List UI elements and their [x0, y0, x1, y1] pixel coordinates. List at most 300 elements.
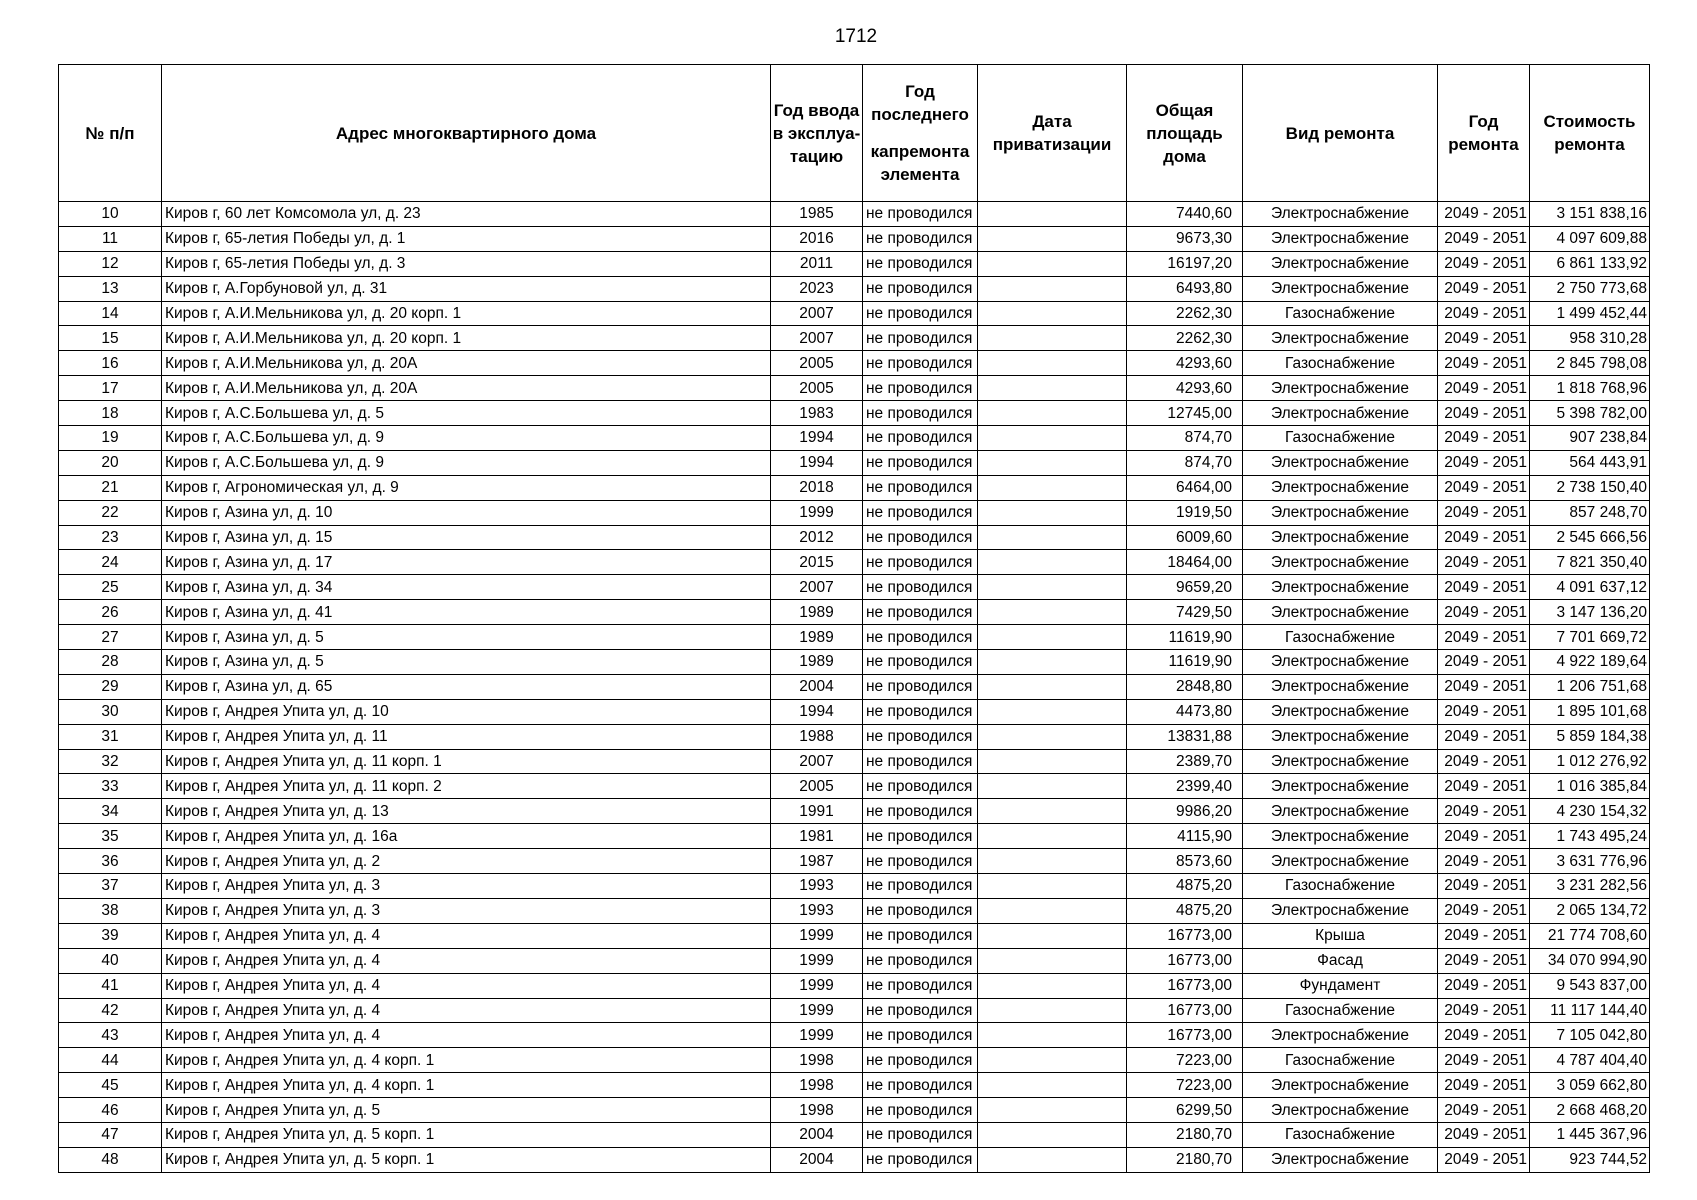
- cell-repair-year: 2049 - 2051: [1438, 202, 1530, 227]
- cell-privatization-date: [978, 749, 1127, 774]
- cell-repair-year: 2049 - 2051: [1438, 376, 1530, 401]
- cell-repair-year: 2049 - 2051: [1438, 824, 1530, 849]
- cell-address: Киров г, А.С.Большева ул, д. 9: [162, 426, 771, 451]
- cell-privatization-date: [978, 650, 1127, 675]
- cell-area: 9986,20: [1127, 799, 1243, 824]
- cell-cost: 4 922 189,64: [1530, 650, 1650, 675]
- cell-repair-type: Электроснабжение: [1243, 376, 1438, 401]
- cell-repair-type: Газоснабжение: [1243, 625, 1438, 650]
- cell-num: 14: [59, 301, 162, 326]
- table-row: [59, 799, 1650, 824]
- cell-cost: 5 859 184,38: [1530, 724, 1650, 749]
- cell-address: Киров г, Азина ул, д. 34: [162, 575, 771, 600]
- cell-last-repair: не проводился: [863, 500, 978, 525]
- table-row: [59, 650, 1650, 675]
- cell-repair-year: 2049 - 2051: [1438, 301, 1530, 326]
- cell-num: 29: [59, 674, 162, 699]
- cell-repair-year: 2049 - 2051: [1438, 226, 1530, 251]
- table-row: [59, 1147, 1650, 1172]
- cell-area: 8573,60: [1127, 849, 1243, 874]
- cell-last-repair: не проводился: [863, 799, 978, 824]
- cell-cost: 1 895 101,68: [1530, 699, 1650, 724]
- cell-privatization-date: [978, 799, 1127, 824]
- cell-area: 9673,30: [1127, 226, 1243, 251]
- cell-address: Киров г, Агрономическая ул, д. 9: [162, 475, 771, 500]
- cell-area: 12745,00: [1127, 401, 1243, 426]
- cell-area: 16197,20: [1127, 251, 1243, 276]
- cell-repair-type: Газоснабжение: [1243, 301, 1438, 326]
- cell-privatization-date: [978, 351, 1127, 376]
- cell-num: 25: [59, 575, 162, 600]
- cell-repair-type: Газоснабжение: [1243, 426, 1438, 451]
- page-number: 1712: [834, 26, 878, 47]
- cell-num: 40: [59, 948, 162, 973]
- cell-address: Киров г, Андрея Упита ул, д. 13: [162, 799, 771, 824]
- cell-year-built: 1994: [771, 426, 863, 451]
- cell-last-repair: не проводился: [863, 226, 978, 251]
- cell-cost: 11 117 144,40: [1530, 998, 1650, 1023]
- cell-address: Киров г, А.С.Большева ул, д. 5: [162, 401, 771, 426]
- cell-address: Киров г, Андрея Упита ул, д. 4 корп. 1: [162, 1048, 771, 1073]
- cell-privatization-date: [978, 1048, 1127, 1073]
- cell-num: 33: [59, 774, 162, 799]
- table-row: [59, 301, 1650, 326]
- cell-year-built: 2018: [771, 475, 863, 500]
- cell-repair-type: Электроснабжение: [1243, 500, 1438, 525]
- cell-privatization-date: [978, 923, 1127, 948]
- cell-privatization-date: [978, 1147, 1127, 1172]
- cell-repair-year: 2049 - 2051: [1438, 674, 1530, 699]
- cell-num: 28: [59, 650, 162, 675]
- cell-address: Киров г, Азина ул, д. 5: [162, 650, 771, 675]
- cell-year-built: 1999: [771, 998, 863, 1023]
- cell-year-built: 2005: [771, 774, 863, 799]
- table-row: [59, 849, 1650, 874]
- table-row: [59, 898, 1650, 923]
- cell-privatization-date: [978, 326, 1127, 351]
- cell-year-built: 1989: [771, 600, 863, 625]
- cell-last-repair: не проводился: [863, 998, 978, 1023]
- cell-year-built: 2015: [771, 550, 863, 575]
- cell-area: 6299,50: [1127, 1098, 1243, 1123]
- cell-cost: 2 738 150,40: [1530, 475, 1650, 500]
- cell-cost: 7 105 042,80: [1530, 1023, 1650, 1048]
- cell-year-built: 1999: [771, 948, 863, 973]
- cell-last-repair: не проводился: [863, 376, 978, 401]
- cell-cost: 564 443,91: [1530, 450, 1650, 475]
- cell-cost: 3 631 776,96: [1530, 849, 1650, 874]
- cell-repair-year: 2049 - 2051: [1438, 948, 1530, 973]
- cell-privatization-date: [978, 301, 1127, 326]
- cell-last-repair: не проводился: [863, 699, 978, 724]
- cell-address: Киров г, Азина ул, д. 5: [162, 625, 771, 650]
- cell-area: 4473,80: [1127, 699, 1243, 724]
- table-row: [59, 923, 1650, 948]
- cell-repair-type: Электроснабжение: [1243, 799, 1438, 824]
- cell-last-repair: не проводился: [863, 401, 978, 426]
- header-year-last-repair-line1: Год последнего: [871, 82, 969, 124]
- table-row: [59, 1122, 1650, 1147]
- cell-area: 1919,50: [1127, 500, 1243, 525]
- table-row: [59, 824, 1650, 849]
- cell-num: 20: [59, 450, 162, 475]
- cell-address: Киров г, А.И.Мельникова ул, д. 20А: [162, 351, 771, 376]
- header-year-last-repair: [863, 65, 978, 202]
- cell-repair-type: Электроснабжение: [1243, 1098, 1438, 1123]
- cell-last-repair: не проводился: [863, 774, 978, 799]
- cell-num: 43: [59, 1023, 162, 1048]
- cell-privatization-date: [978, 500, 1127, 525]
- cell-repair-type: Электроснабжение: [1243, 1147, 1438, 1172]
- table-row: [59, 575, 1650, 600]
- table-row: [59, 625, 1650, 650]
- cell-year-built: 2007: [771, 575, 863, 600]
- cell-address: Киров г, Андрея Упита ул, д. 4: [162, 923, 771, 948]
- cell-year-built: 1981: [771, 824, 863, 849]
- cell-area: 16773,00: [1127, 998, 1243, 1023]
- cell-area: 2262,30: [1127, 301, 1243, 326]
- cell-privatization-date: [978, 276, 1127, 301]
- cell-address: Киров г, Андрея Упита ул, д. 5: [162, 1098, 771, 1123]
- cell-cost: 4 787 404,40: [1530, 1048, 1650, 1073]
- cell-address: Киров г, Андрея Упита ул, д. 3: [162, 898, 771, 923]
- cell-repair-year: 2049 - 2051: [1438, 1048, 1530, 1073]
- table-row: [59, 1048, 1650, 1073]
- cell-privatization-date: [978, 699, 1127, 724]
- cell-repair-type: Электроснабжение: [1243, 326, 1438, 351]
- cell-repair-type: Электроснабжение: [1243, 550, 1438, 575]
- cell-repair-year: 2049 - 2051: [1438, 525, 1530, 550]
- cell-repair-type: Газоснабжение: [1243, 351, 1438, 376]
- cell-area: 16773,00: [1127, 948, 1243, 973]
- cell-privatization-date: [978, 824, 1127, 849]
- cell-last-repair: не проводился: [863, 874, 978, 899]
- cell-cost: 4 091 637,12: [1530, 575, 1650, 600]
- cell-cost: 9 543 837,00: [1530, 973, 1650, 998]
- cell-cost: 3 231 282,56: [1530, 874, 1650, 899]
- table-row: [59, 426, 1650, 451]
- cell-area: 11619,90: [1127, 650, 1243, 675]
- cell-repair-type: Газоснабжение: [1243, 998, 1438, 1023]
- cell-repair-type: Крыша: [1243, 923, 1438, 948]
- cell-last-repair: не проводился: [863, 724, 978, 749]
- cell-area: 6464,00: [1127, 475, 1243, 500]
- cell-repair-year: 2049 - 2051: [1438, 351, 1530, 376]
- cell-repair-year: 2049 - 2051: [1438, 450, 1530, 475]
- cell-num: 10: [59, 202, 162, 227]
- cell-cost: 6 861 133,92: [1530, 251, 1650, 276]
- cell-repair-type: Электроснабжение: [1243, 650, 1438, 675]
- cell-last-repair: не проводился: [863, 351, 978, 376]
- table-row: [59, 376, 1650, 401]
- cell-last-repair: не проводился: [863, 948, 978, 973]
- cell-privatization-date: [978, 1098, 1127, 1123]
- cell-last-repair: не проводился: [863, 849, 978, 874]
- table-row: [59, 749, 1650, 774]
- cell-num: 19: [59, 426, 162, 451]
- table-row: [59, 874, 1650, 899]
- cell-privatization-date: [978, 426, 1127, 451]
- table-row: [59, 351, 1650, 376]
- cell-area: 2399,40: [1127, 774, 1243, 799]
- table-row: [59, 525, 1650, 550]
- header-num: № п/п: [59, 65, 162, 202]
- cell-year-built: 2007: [771, 301, 863, 326]
- cell-address: Киров г, А.И.Мельникова ул, д. 20А: [162, 376, 771, 401]
- cell-last-repair: не проводился: [863, 575, 978, 600]
- cell-last-repair: не проводился: [863, 251, 978, 276]
- cell-area: 7223,00: [1127, 1073, 1243, 1098]
- cell-year-built: 1994: [771, 450, 863, 475]
- cell-repair-year: 2049 - 2051: [1438, 326, 1530, 351]
- cell-cost: 2 845 798,08: [1530, 351, 1650, 376]
- cell-area: 7440,60: [1127, 202, 1243, 227]
- table-row: [59, 1073, 1650, 1098]
- cell-repair-type: Газоснабжение: [1243, 1122, 1438, 1147]
- cell-address: Киров г, Азина ул, д. 10: [162, 500, 771, 525]
- cell-last-repair: не проводился: [863, 923, 978, 948]
- cell-address: Киров г, Андрея Упита ул, д. 10: [162, 699, 771, 724]
- cell-year-built: 1987: [771, 849, 863, 874]
- cell-repair-type: Электроснабжение: [1243, 202, 1438, 227]
- cell-num: 39: [59, 923, 162, 948]
- cell-repair-year: 2049 - 2051: [1438, 849, 1530, 874]
- cell-privatization-date: [978, 475, 1127, 500]
- table-row: [59, 1023, 1650, 1048]
- cell-num: 17: [59, 376, 162, 401]
- cell-last-repair: не проводился: [863, 202, 978, 227]
- cell-repair-year: 2049 - 2051: [1438, 923, 1530, 948]
- cell-area: 7429,50: [1127, 600, 1243, 625]
- cell-repair-type: Электроснабжение: [1243, 824, 1438, 849]
- table-row: [59, 450, 1650, 475]
- cell-address: Киров г, Андрея Упита ул, д. 4: [162, 998, 771, 1023]
- table-row: [59, 973, 1650, 998]
- cell-repair-year: 2049 - 2051: [1438, 998, 1530, 1023]
- cell-cost: 21 774 708,60: [1530, 923, 1650, 948]
- cell-area: 4293,60: [1127, 351, 1243, 376]
- cell-year-built: 2007: [771, 749, 863, 774]
- cell-privatization-date: [978, 550, 1127, 575]
- cell-privatization-date: [978, 525, 1127, 550]
- cell-cost: 7 701 669,72: [1530, 625, 1650, 650]
- cell-year-built: 1998: [771, 1073, 863, 1098]
- header-address: Адрес многоквартирного дома: [162, 65, 771, 202]
- table-row: [59, 226, 1650, 251]
- header-area: Общая площадь дома: [1127, 65, 1243, 202]
- cell-address: Киров г, А.С.Большева ул, д. 9: [162, 450, 771, 475]
- cell-last-repair: не проводился: [863, 276, 978, 301]
- cell-area: 6493,80: [1127, 276, 1243, 301]
- cell-repair-type: Электроснабжение: [1243, 276, 1438, 301]
- header-row: [59, 65, 1650, 202]
- cell-num: 21: [59, 475, 162, 500]
- cell-repair-year: 2049 - 2051: [1438, 426, 1530, 451]
- cell-last-repair: не проводился: [863, 824, 978, 849]
- cell-repair-year: 2049 - 2051: [1438, 1023, 1530, 1048]
- cell-address: Киров г, Азина ул, д. 41: [162, 600, 771, 625]
- cell-address: Киров г, 60 лет Комсомола ул, д. 23: [162, 202, 771, 227]
- cell-year-built: 1999: [771, 500, 863, 525]
- cell-cost: 4 230 154,32: [1530, 799, 1650, 824]
- cell-cost: 3 151 838,16: [1530, 202, 1650, 227]
- cell-repair-type: Газоснабжение: [1243, 874, 1438, 899]
- cell-privatization-date: [978, 376, 1127, 401]
- cell-last-repair: не проводился: [863, 1023, 978, 1048]
- cell-repair-type: Электроснабжение: [1243, 600, 1438, 625]
- cell-privatization-date: [978, 226, 1127, 251]
- cell-repair-type: Электроснабжение: [1243, 226, 1438, 251]
- cell-cost: 1 818 768,96: [1530, 376, 1650, 401]
- cell-cost: 1 743 495,24: [1530, 824, 1650, 849]
- cell-privatization-date: [978, 724, 1127, 749]
- cell-area: 4115,90: [1127, 824, 1243, 849]
- cell-address: Киров г, Азина ул, д. 65: [162, 674, 771, 699]
- cell-privatization-date: [978, 625, 1127, 650]
- cell-cost: 3 147 136,20: [1530, 600, 1650, 625]
- cell-address: Киров г, 65-летия Победы ул, д. 1: [162, 226, 771, 251]
- cell-cost: 2 545 666,56: [1530, 525, 1650, 550]
- table-row: [59, 674, 1650, 699]
- cell-num: 46: [59, 1098, 162, 1123]
- cell-repair-year: 2049 - 2051: [1438, 575, 1530, 600]
- cell-address: Киров г, Андрея Упита ул, д. 11 корп. 1: [162, 749, 771, 774]
- cell-repair-type: Электроснабжение: [1243, 1023, 1438, 1048]
- cell-area: 7223,00: [1127, 1048, 1243, 1073]
- cell-cost: 958 310,28: [1530, 326, 1650, 351]
- cell-repair-type: Фундамент: [1243, 973, 1438, 998]
- cell-last-repair: не проводился: [863, 749, 978, 774]
- cell-last-repair: не проводился: [863, 426, 978, 451]
- cell-repair-year: 2049 - 2051: [1438, 749, 1530, 774]
- cell-address: Киров г, 65-летия Победы ул, д. 3: [162, 251, 771, 276]
- cell-repair-year: 2049 - 2051: [1438, 1147, 1530, 1172]
- cell-repair-type: Электроснабжение: [1243, 674, 1438, 699]
- cell-cost: 4 097 609,88: [1530, 226, 1650, 251]
- table-row: [59, 699, 1650, 724]
- cell-repair-year: 2049 - 2051: [1438, 600, 1530, 625]
- cell-area: 874,70: [1127, 450, 1243, 475]
- cell-repair-type: Электроснабжение: [1243, 575, 1438, 600]
- cell-cost: 907 238,84: [1530, 426, 1650, 451]
- cell-year-built: 2005: [771, 376, 863, 401]
- cell-address: Киров г, Андрея Упита ул, д. 5 корп. 1: [162, 1122, 771, 1147]
- cell-repair-year: 2049 - 2051: [1438, 724, 1530, 749]
- cell-num: 32: [59, 749, 162, 774]
- cell-cost: 2 668 468,20: [1530, 1098, 1650, 1123]
- cell-area: 9659,20: [1127, 575, 1243, 600]
- cell-year-built: 1999: [771, 923, 863, 948]
- cell-num: 31: [59, 724, 162, 749]
- cell-address: Киров г, Андрея Упита ул, д. 4: [162, 973, 771, 998]
- header-repair-type: Вид ремонта: [1243, 65, 1438, 202]
- cell-address: Киров г, Андрея Упита ул, д. 16а: [162, 824, 771, 849]
- table-row: [59, 500, 1650, 525]
- cell-year-built: 1999: [771, 1023, 863, 1048]
- cell-repair-type: Электроснабжение: [1243, 475, 1438, 500]
- cell-address: Киров г, Андрея Упита ул, д. 4: [162, 1023, 771, 1048]
- cell-num: 45: [59, 1073, 162, 1098]
- cell-cost: 5 398 782,00: [1530, 401, 1650, 426]
- cell-last-repair: не проводился: [863, 1073, 978, 1098]
- cell-num: 37: [59, 874, 162, 899]
- cell-area: 2848,80: [1127, 674, 1243, 699]
- cell-privatization-date: [978, 973, 1127, 998]
- cell-area: 2180,70: [1127, 1147, 1243, 1172]
- cell-num: 41: [59, 973, 162, 998]
- cell-last-repair: не проводился: [863, 525, 978, 550]
- cell-privatization-date: [978, 849, 1127, 874]
- cell-area: 2389,70: [1127, 749, 1243, 774]
- cell-last-repair: не проводился: [863, 600, 978, 625]
- cell-privatization-date: [978, 450, 1127, 475]
- cell-address: Киров г, А.И.Мельникова ул, д. 20 корп. 1: [162, 301, 771, 326]
- cell-repair-year: 2049 - 2051: [1438, 898, 1530, 923]
- cell-year-built: 2004: [771, 674, 863, 699]
- cell-area: 2262,30: [1127, 326, 1243, 351]
- cell-repair-year: 2049 - 2051: [1438, 874, 1530, 899]
- cell-repair-year: 2049 - 2051: [1438, 774, 1530, 799]
- cell-year-built: 2012: [771, 525, 863, 550]
- cell-privatization-date: [978, 874, 1127, 899]
- cell-repair-type: Фасад: [1243, 948, 1438, 973]
- cell-year-built: 2005: [771, 351, 863, 376]
- cell-last-repair: не проводился: [863, 1048, 978, 1073]
- cell-year-built: 2023: [771, 276, 863, 301]
- cell-repair-year: 2049 - 2051: [1438, 401, 1530, 426]
- cell-year-built: 1988: [771, 724, 863, 749]
- cell-privatization-date: [978, 948, 1127, 973]
- cell-num: 13: [59, 276, 162, 301]
- cell-repair-year: 2049 - 2051: [1438, 251, 1530, 276]
- cell-last-repair: не проводился: [863, 898, 978, 923]
- cell-area: 4875,20: [1127, 898, 1243, 923]
- cell-area: 16773,00: [1127, 1023, 1243, 1048]
- cell-repair-type: Электроснабжение: [1243, 774, 1438, 799]
- cell-privatization-date: [978, 202, 1127, 227]
- cell-area: 6009,60: [1127, 525, 1243, 550]
- cell-area: 13831,88: [1127, 724, 1243, 749]
- cell-cost: 923 744,52: [1530, 1147, 1650, 1172]
- cell-num: 26: [59, 600, 162, 625]
- cell-repair-year: 2049 - 2051: [1438, 625, 1530, 650]
- table-row: [59, 774, 1650, 799]
- cell-num: 42: [59, 998, 162, 1023]
- repair-plan-table: [58, 64, 1650, 1173]
- cell-num: 44: [59, 1048, 162, 1073]
- cell-address: Киров г, Андрея Упита ул, д. 3: [162, 874, 771, 899]
- cell-repair-type: Электроснабжение: [1243, 849, 1438, 874]
- cell-last-repair: не проводился: [863, 973, 978, 998]
- cell-address: Киров г, Азина ул, д. 15: [162, 525, 771, 550]
- cell-repair-type: Электроснабжение: [1243, 1073, 1438, 1098]
- cell-address: Киров г, Андрея Упита ул, д. 11 корп. 2: [162, 774, 771, 799]
- cell-year-built: 2004: [771, 1122, 863, 1147]
- table-row: [59, 276, 1650, 301]
- table-row: [59, 251, 1650, 276]
- cell-privatization-date: [978, 1122, 1127, 1147]
- cell-repair-type: Электроснабжение: [1243, 450, 1438, 475]
- cell-repair-type: Электроснабжение: [1243, 699, 1438, 724]
- cell-cost: 7 821 350,40: [1530, 550, 1650, 575]
- table-row: [59, 600, 1650, 625]
- cell-num: 24: [59, 550, 162, 575]
- cell-area: 4293,60: [1127, 376, 1243, 401]
- cell-cost: 1 445 367,96: [1530, 1122, 1650, 1147]
- cell-num: 16: [59, 351, 162, 376]
- table-row: [59, 475, 1650, 500]
- cell-year-built: 1983: [771, 401, 863, 426]
